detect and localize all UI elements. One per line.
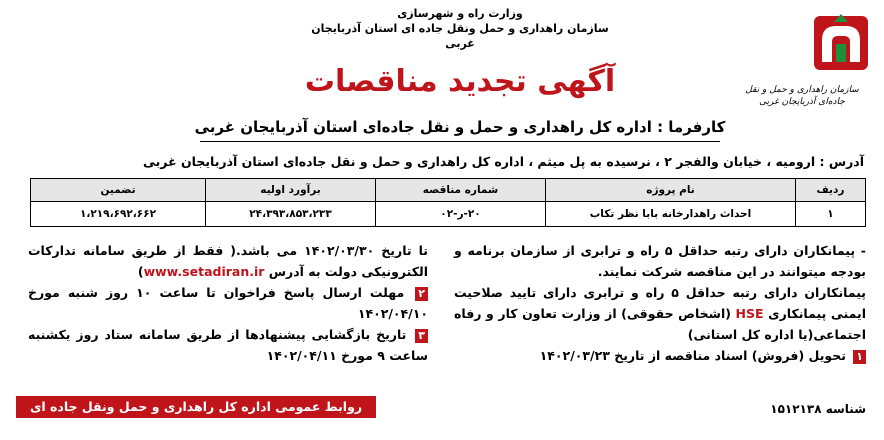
item-3-text: تاریخ بازگشایی پیشنهادها از طریق سامانه ستاد روز یکشنبه ساعت ۹ مورخ ۱۴۰۲/۰۴/۱۱: [28, 327, 428, 363]
left-column: [28, 240, 428, 366]
sale-deadline-paragraph: [28, 240, 428, 282]
header-guarantee: تضمین: [31, 179, 206, 202]
item-1: [454, 345, 866, 366]
hse-text-b: (اشخاص حقوقی) از وزارت تعاون کار و رفاه اجتماعی(یا اداره کل استانی): [454, 306, 866, 342]
hse-text-a: پیمانکاران دارای رتبه حداقل ۵ راه و ترابری دارای تایید صلاحیت ایمنی پیمانکاری: [454, 285, 867, 321]
hse-paragraph: [454, 282, 866, 345]
setadiran-link[interactable]: www.setadiran.ir: [143, 264, 265, 279]
item-1-text: تحویل (فروش) اسناد مناقصه از تاریخ ۱۴۰۲/۰۳/۲۳: [539, 348, 846, 363]
cell-project-name: احداث راهدارخانه بابا نظر تکاب: [546, 202, 796, 227]
sale-deadline-text: تا تاریخ ۱۴۰۲/۰۳/۳۰ می باشد.( فقط از طریق سامانه تدارکات الکترونیکی دولت به آدرس: [28, 243, 428, 279]
ad-serial: شناسه ۱۵۱۲۱۳۸: [770, 402, 866, 416]
header-project-name: نام پروژه: [546, 179, 796, 202]
item-2-badge: ۲: [415, 287, 428, 301]
item-1-badge: ۱: [853, 350, 866, 364]
employer-line: کارفرما : اداره کل راهداری و حمل و نقل جاده‌ای استان آذربایجان غربی: [194, 118, 726, 136]
cell-row-number: ۱: [796, 202, 866, 227]
cell-estimate: ۲۴،۳۹۳،۸۵۳،۲۳۳: [206, 202, 376, 227]
cell-guarantee: ۱،۲۱۹،۶۹۲،۶۶۲: [31, 202, 206, 227]
item-2: [28, 282, 428, 324]
cell-tender-number: ۲۰-ر-۰۲: [376, 202, 546, 227]
sale-deadline-close: ): [137, 264, 144, 279]
table-header-row: [31, 179, 866, 202]
item-3-badge: ۳: [415, 329, 428, 343]
logo-caption: سازمان راهداری و حمل و نقل جاده‌ای آذربایجان غربی: [745, 85, 859, 107]
ministry-name: وزارت راه و شهرسازی: [397, 7, 523, 20]
projects-table: [30, 178, 866, 227]
header-estimate: برآورد اولیه: [206, 179, 376, 202]
address: آدرس : ارومیه ، خیابان والفجر ۲ ، نرسیده به پل میثم ، اداره کل راهداری و حمل و نقل جاده‌ای استان آذربایجان غربی: [142, 154, 864, 169]
organization-name: سازمان راهداری و حمل ونقل جاده ای استان آذربایجان غربی: [311, 22, 609, 50]
employer-underline: [200, 141, 720, 142]
public-relations-bar: روابط عمومی اداره کل راهداری و حمل ونقل جاده ای آذربایجان غربی: [16, 396, 376, 418]
hse-label: HSE: [735, 306, 764, 321]
eligibility-paragraph: - پیمانکاران دارای رتبه حداقل ۵ راه و ترابری از سازمان برنامه و بودجه میتوانند در این مناقصه شرکت نمایند.: [454, 243, 866, 279]
header-ministry: [300, 6, 620, 51]
item-2-text: مهلت ارسال پاسخ فراخوان تا ساعت ۱۰ روز شنبه مورخ ۱۴۰۲/۰۴/۱۰: [28, 285, 428, 321]
table-row: [31, 202, 866, 227]
logo-green-bar: [836, 44, 846, 62]
page-title: آگهی تجدید مناقصات: [304, 64, 616, 99]
header-tender-number: شماره مناقصه: [376, 179, 546, 202]
header-row-number: ردیف: [796, 179, 866, 202]
item-3: [28, 324, 428, 366]
right-column: [454, 240, 866, 366]
